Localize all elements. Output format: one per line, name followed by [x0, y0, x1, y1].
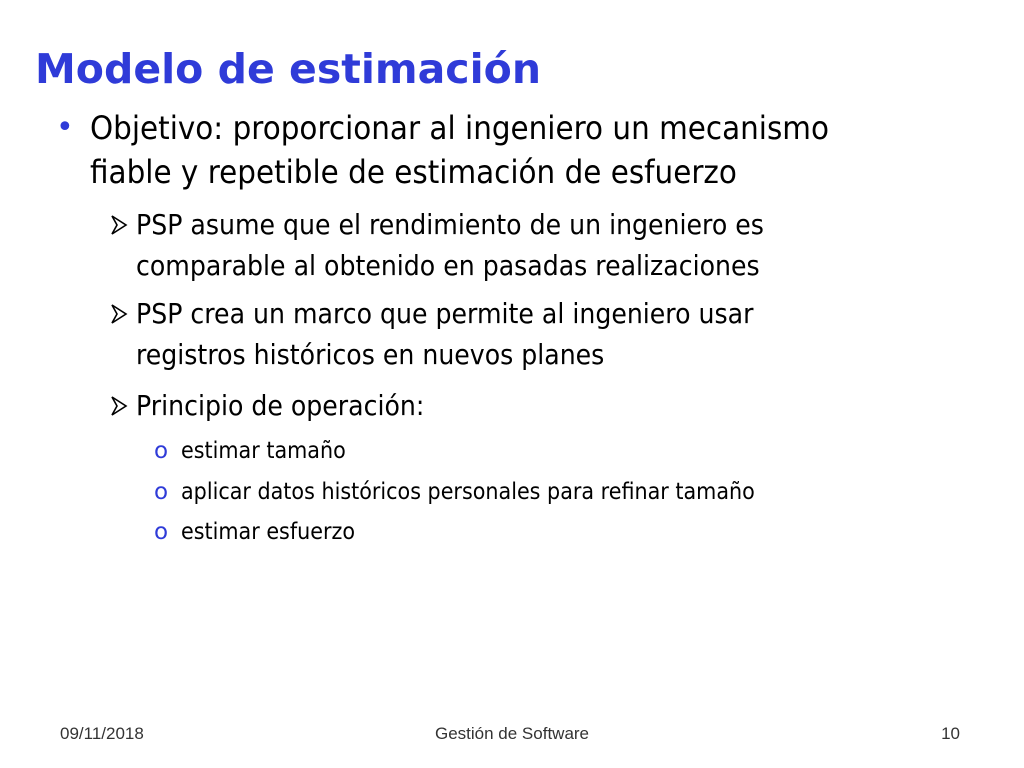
- list-item: estimar tamaño: [181, 438, 346, 464]
- arrow-right-icon: [110, 214, 128, 236]
- subpoint-1-line-2: comparable al obtenido en pasadas realizaciones: [136, 249, 760, 282]
- subpoint-3-line-1: Principio de operación:: [136, 389, 425, 422]
- slide-title: Modelo de estimación: [35, 45, 542, 93]
- main-bullet-line-1: Objetivo: proporcionar al ingeniero un mecanismo: [90, 109, 829, 147]
- subpoint-2: [136, 293, 838, 375]
- circle-marker-icon: o: [154, 438, 169, 464]
- subpoint-2-line-1: PSP crea un marco que permite al ingeniero usar: [136, 297, 754, 330]
- arrow-right-icon: [110, 303, 128, 325]
- arrow-right-icon: [110, 395, 128, 417]
- subpoint-1: [136, 204, 838, 286]
- circle-marker-icon: o: [154, 519, 169, 545]
- circle-marker-icon: o: [154, 479, 169, 505]
- footer-date: 09/11/2018: [60, 724, 144, 743]
- footer-title: Gestión de Software: [434, 724, 590, 743]
- page-number: 10: [941, 724, 960, 743]
- main-bullet-text: [90, 106, 918, 194]
- list-item: aplicar datos históricos personales para refinar tamaño: [181, 479, 755, 505]
- bullet-dot-icon: •: [56, 110, 74, 145]
- list-item: estimar esfuerzo: [181, 519, 356, 545]
- subpoint-2-line-2: registros históricos en nuevos planes: [136, 338, 605, 371]
- main-bullet-line-2: fiable y repetible de estimación de esfuerzo: [90, 153, 737, 191]
- subpoint-1-line-1: PSP asume que el rendimiento de un ingeniero es: [136, 208, 764, 241]
- subpoint-3: [136, 385, 838, 426]
